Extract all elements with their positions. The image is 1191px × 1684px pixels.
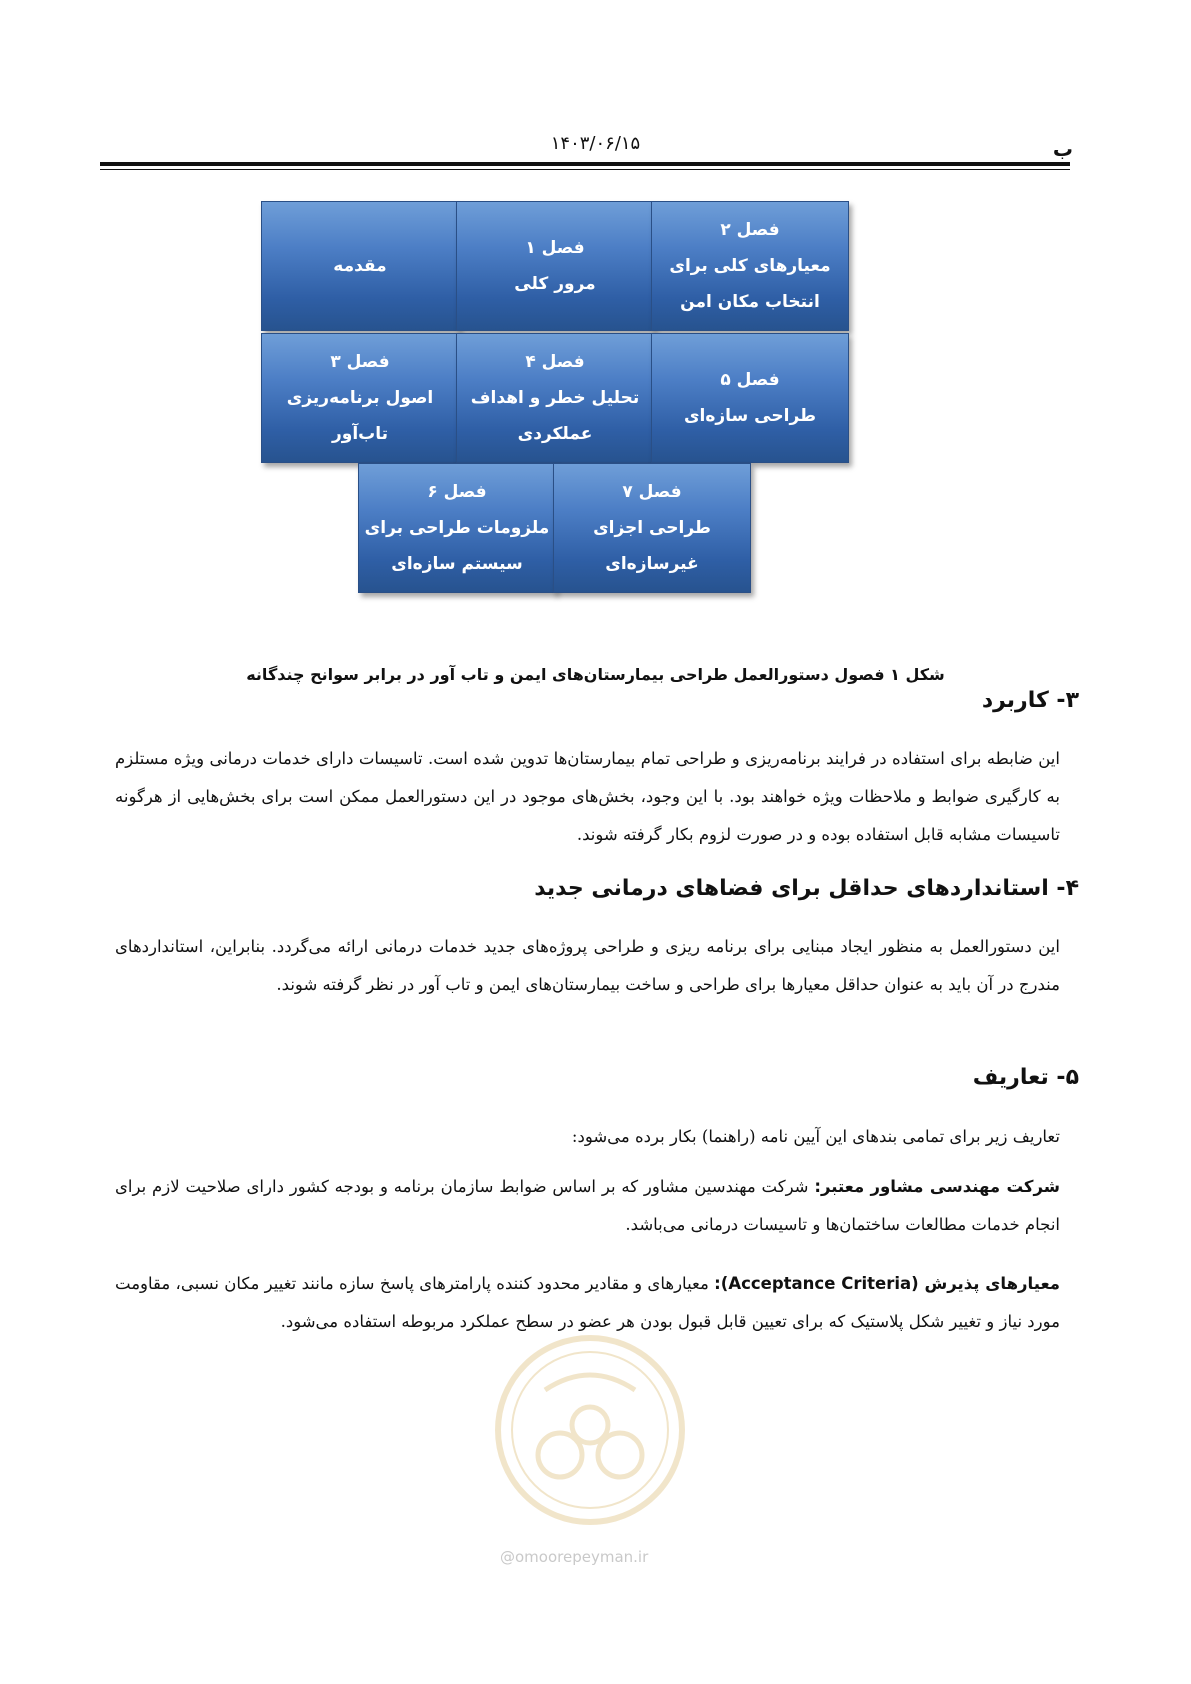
section-4-title: ۴- استانداردهای حداقل برای فضاهای درمانی جدید (534, 876, 1079, 901)
definition-1 (115, 1168, 1060, 1244)
box-line: انتخاب مکان امن (680, 292, 820, 312)
box-chapter-2 (651, 201, 849, 331)
header-rule (100, 162, 1070, 166)
box-line: ملزومات طراحی برای (364, 518, 550, 538)
box-chapter-4 (456, 333, 654, 463)
section-3-title: ۳- کاربرد (981, 688, 1079, 713)
box-intro (261, 201, 459, 331)
watermark-text: @omoorepeyman.ir (500, 1548, 649, 1566)
box-line: فصل ۷ (622, 482, 682, 502)
page-letter: ب (1052, 137, 1073, 161)
box-line: مرور کلی (514, 274, 596, 294)
header-rule-thin (100, 169, 1070, 170)
box-line: عملکردی (517, 424, 593, 444)
section-3-body: این ضابطه برای استفاده در فرایند برنامه‌ریزی و طراحی تمام بیمارستان‌ها تدوین شده است. تاسیسات دارای خدمات درمانی ویژه مستلزم به کارگیری ضوابط و ملاحظات ویژه خواهند بود. با این وجود، بخش‌های موجود در این دستورالعمل ممکن است برای بخش‌هایی از هرگونه تاسیسات مشابه قابل استفاده بوده و در صورت لزوم بکار گرفته شوند. (115, 749, 1060, 844)
figure-caption: شکل ۱ فصول دستورالعمل طراحی بیمارستان‌های ایمن و تاب آور در برابر سوانح چندگانه (246, 665, 945, 684)
box-line: فصل ۳ (330, 352, 390, 372)
box-line: فصل ۱ (525, 238, 585, 258)
definition-1-term: شرکت مهندسی مشاور معتبر: (814, 1177, 1060, 1196)
section-4-body: این دستورالعمل به منظور ایجاد مبنایی برای برنامه ریزی و طراحی پروژه‌های جدید خدمات درمانی ارائه می‌گردد. بنابراین، استانداردهای مندرج در آن باید به عنوان حداقل معیارها برای طراحی و ساخت بیمارستان‌های ایمن و تاب آور در نظر گرفته شوند. (115, 937, 1060, 994)
box-line: فصل ۶ (427, 482, 487, 502)
definition-2-term: معیارهای پذیرش (Acceptance Criteria): (714, 1274, 1060, 1293)
box-line: سیستم سازه‌ای (391, 554, 523, 574)
section-5-intro: تعاریف زیر برای تمامی بندهای این آیین نامه (راهنما) بکار برده می‌شود: (571, 1127, 1060, 1146)
box-line: غیرسازه‌ای (605, 554, 699, 574)
box-line: اصول برنامه‌ریزی (286, 388, 434, 408)
box-line: فصل ۲ (720, 220, 780, 240)
box-line: تحلیل خطر و اهداف (470, 388, 640, 408)
box-line: طراحی اجزای (593, 518, 711, 538)
box-line: طراحی سازه‌ای (683, 406, 817, 426)
box-chapter-3 (261, 333, 459, 463)
box-line: مقدمه (333, 256, 387, 276)
definition-1-text: شرکت مهندسین مشاور که بر اساس ضوابط سازمان برنامه و بودجه کشور دارای صلاحیت لازم برای انجام خدمات مطالعات ساختمان‌ها و تاسیسات درمانی می‌باشد. (115, 1177, 1060, 1234)
box-line: تاب‌آور (331, 424, 389, 444)
box-line: معیارهای کلی برای (669, 256, 831, 276)
box-chapter-7 (553, 463, 751, 593)
watermark-logo-icon (490, 1330, 690, 1530)
header-date: ۱۴۰۳/۰۶/۱۵ (550, 133, 641, 154)
box-chapter-5 (651, 333, 849, 463)
box-line: فصل ۴ (525, 352, 585, 372)
box-chapter-6 (358, 463, 556, 593)
section-5-title: ۵- تعاریف (972, 1065, 1079, 1090)
box-chapter-1 (456, 201, 654, 331)
box-line: فصل ۵ (720, 370, 780, 390)
definition-2-text: معیارهای و مقادیر محدود کننده پارامترهای پاسخ سازه مانند تغییر مکان نسبی، مقاومت مورد نیاز و تغییر شکل پلاستیک که برای تعیین قابل قبول بودن هر عضو در سطح عملکرد مربوطه استفاده می‌شود. (115, 1274, 1060, 1331)
